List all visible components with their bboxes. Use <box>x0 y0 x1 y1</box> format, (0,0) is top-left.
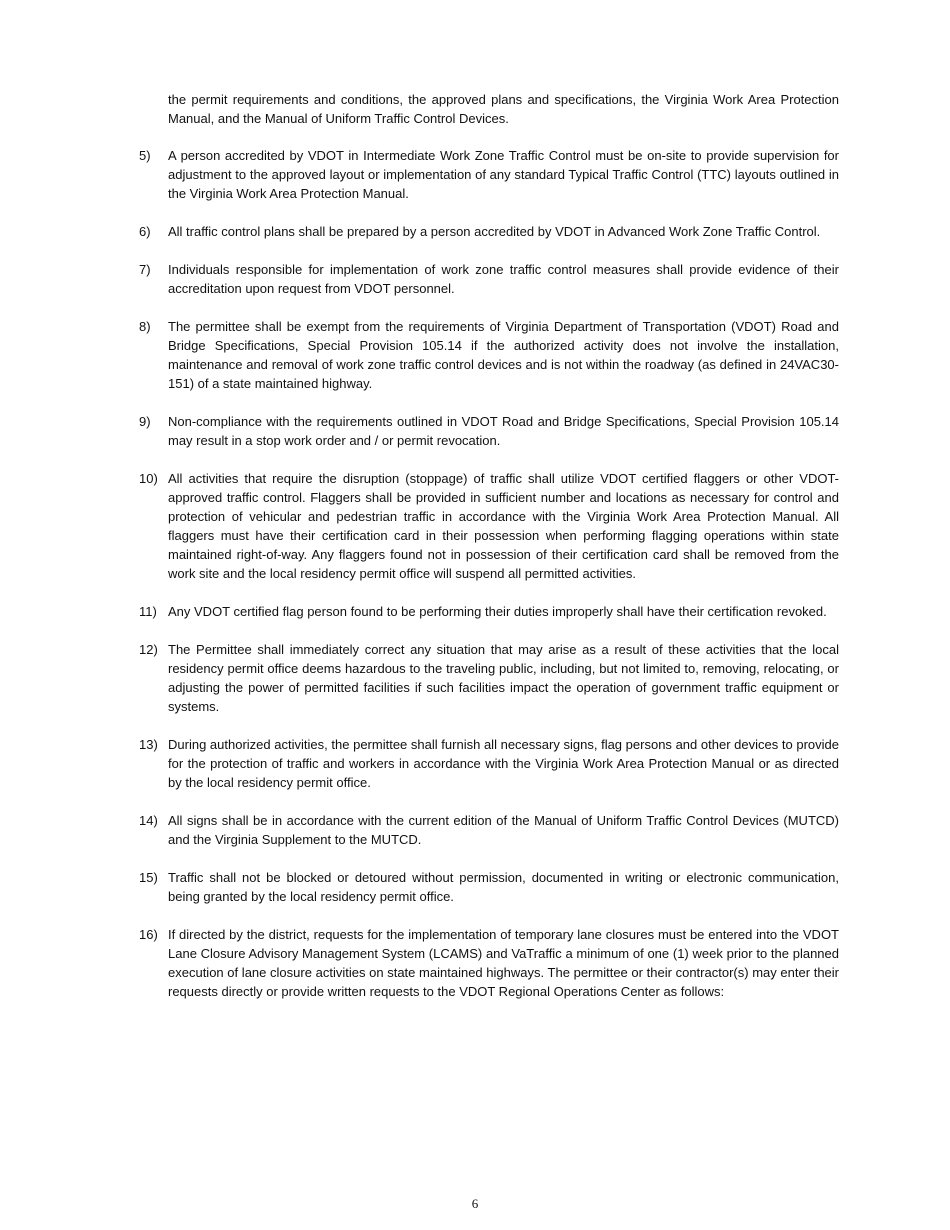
list-item <box>139 735 839 792</box>
list-item <box>139 868 839 906</box>
item-text: All signs shall be in accordance with the current edition of the Manual of Uniform Traffic Control Devices (MUTCD) and the Virginia Supplement to the MUTCD. <box>168 813 839 847</box>
item-number: 14) <box>139 813 158 828</box>
item-number: 12) <box>139 642 158 657</box>
item-text: The Permittee shall immediately correct any situation that may arise as a result of these activities that the local residency permit office deems hazardous to the traveling public, including, but not limited to, removing, relocating, or adjusting the power of permitted facilities if such facilities impact the operation of government traffic equipment or systems. <box>168 642 839 714</box>
item-text: During authorized activities, the permittee shall furnish all necessary signs, flag persons and other devices to provide for the protection of traffic and workers in accordance with the Virginia Work Area Protection Manual or as directed by the local residency permit office. <box>168 737 839 790</box>
list-item <box>139 640 839 716</box>
body-text <box>139 90 839 1020</box>
item-number: 8) <box>139 319 151 334</box>
item-text: A person accredited by VDOT in Intermediate Work Zone Traffic Control must be on-site to provide supervision for adjustment to the approved layout or implementation of any standard Typical Traffic Control (TTC) layouts outlined in the Virginia Work Area Protection Manual. <box>168 148 839 201</box>
item-number: 13) <box>139 737 158 752</box>
list-item <box>139 925 839 1001</box>
item-text: Traffic shall not be blocked or detoured without permission, documented in writing or electronic communication, being granted by the local residency permit office. <box>168 870 839 904</box>
item-number: 10) <box>139 471 158 486</box>
item-number: 9) <box>139 414 151 429</box>
item-text: If directed by the district, requests for the implementation of temporary lane closures must be entered into the VDOT Lane Closure Advisory Management System (LCAMS) and VaTraffic a minimum of one (1) week prior to the planned execution of lane closure activities on state maintained highways. The permittee or their contractor(s) may enter their requests directly or provide written requests to the VDOT Regional Operations Center as follows: <box>168 927 839 999</box>
item-number: 5) <box>139 148 151 163</box>
list-item <box>139 602 839 621</box>
item-number: 6) <box>139 224 151 239</box>
list-item <box>139 260 839 298</box>
list-item <box>139 412 839 450</box>
item-text: All traffic control plans shall be prepared by a person accredited by VDOT in Advanced Work Zone Traffic Control. <box>168 224 821 239</box>
continuation-paragraph: the permit requirements and conditions, the approved plans and specifications, the Virginia Work Area Protection Manual, and the Manual of Uniform Traffic Control Devices. <box>168 92 839 126</box>
page-number: 6 <box>471 1196 479 1211</box>
item-text: Individuals responsible for implementation of work zone traffic control measures shall provide evidence of their accreditation upon request from VDOT personnel. <box>168 262 839 296</box>
item-number: 15) <box>139 870 158 885</box>
list-item <box>139 222 839 241</box>
item-text: Non-compliance with the requirements outlined in VDOT Road and Bridge Specifications, Special Provision 105.14 may result in a stop work order and / or permit revocation. <box>168 414 839 448</box>
item-text: All activities that require the disruption (stoppage) of traffic shall utilize VDOT certified flaggers or other VDOT-approved traffic control. Flaggers shall be provided in sufficient number and locations as necessary for control and protection of vehicular and pedestrian traffic in accordance with the Virginia Work Area Protection Manual. All flaggers must have their certification card in their possession when performing flagging operations within state maintained right-of-way. Any flaggers found not in possession of their certification card shall be removed from the work site and the local residency permit office will suspend all permitted activities. <box>168 471 839 581</box>
list-item <box>139 811 839 849</box>
item-text: Any VDOT certified flag person found to be performing their duties improperly shall have their certification revoked. <box>168 604 827 619</box>
list-item <box>139 469 839 583</box>
list-item <box>139 146 839 203</box>
list-item <box>139 317 839 393</box>
item-text: The permittee shall be exempt from the requirements of Virginia Department of Transportation (VDOT) Road and Bridge Specifications, Special Provision 105.14 if the authorized activity does not involve the installation, maintenance and removal of work zone traffic control devices and is not within the roadway (as defined in 24VAC30-151) of a state maintained highway. <box>168 319 839 391</box>
item-number: 7) <box>139 262 151 277</box>
item-number: 16) <box>139 927 158 942</box>
item-number: 11) <box>139 604 157 619</box>
